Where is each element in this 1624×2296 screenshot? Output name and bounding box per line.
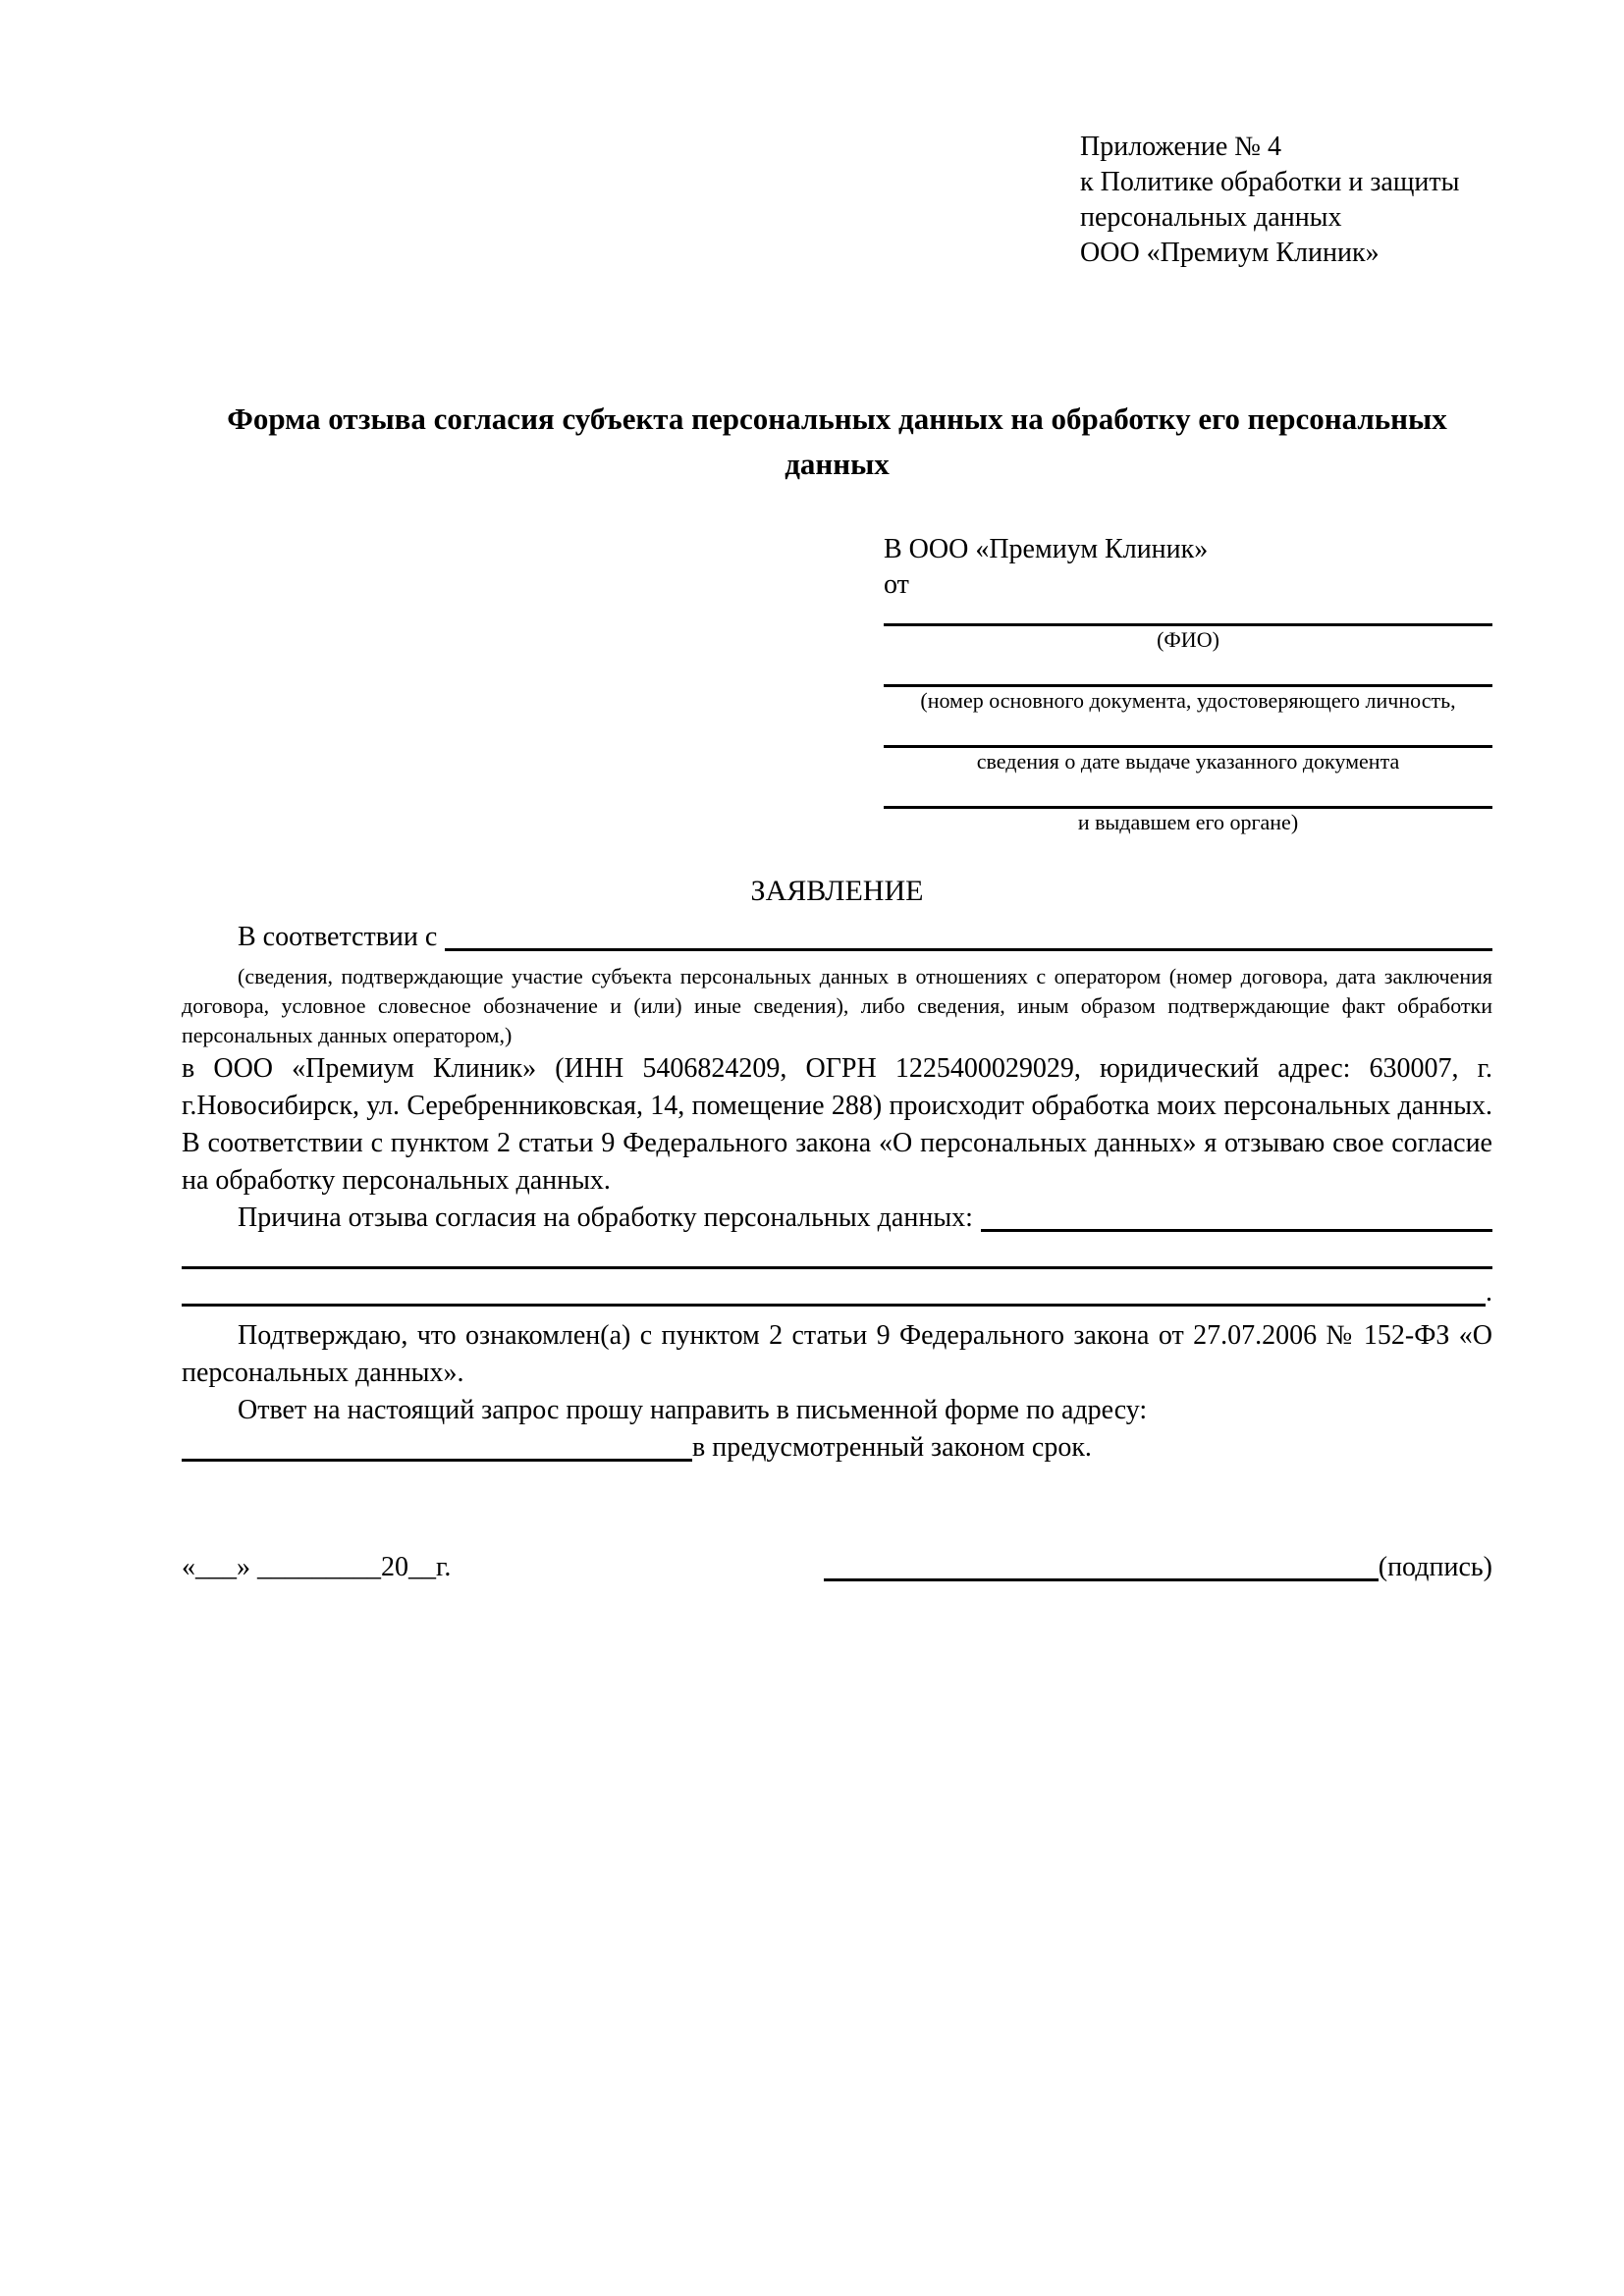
intro-blank-line xyxy=(445,948,1492,951)
signature-blank-line xyxy=(824,1578,1379,1581)
statement-heading: ЗАЯВЛЕНИЕ xyxy=(750,875,924,907)
reason-continuation-blank-line xyxy=(182,1266,1492,1269)
footer-row xyxy=(182,1549,1492,1586)
appendix-note xyxy=(1080,0,1492,271)
date-line: «___» _________20__г. xyxy=(182,1552,452,1582)
appendix-note-line: к Политике обработки и защиты xyxy=(1080,167,1460,197)
fio-caption: (ФИО) xyxy=(1157,627,1219,652)
reason-blank-line xyxy=(981,1229,1492,1232)
body-paragraph: в ООО «Премиум Клиник» (ИНН 5406824209, ОГРН 1225400029029, юридический адрес: 630007, г. г.Новосибирск, ул. Серебренниковская, 14, помещение 288) происходит обработка моих персональных данных. В соответствии с пунктом 2 статьи 9 Федерального закона «О персональных данных» я отзываю свое согласие на обработку персональных данных. xyxy=(182,1053,1492,1196)
reply-request-paragraph: Ответ на настоящий запрос прошу направить в письменной форме по адресу: xyxy=(238,1395,1148,1425)
reason-label: Причина отзыва согласия на обработку персональных данных: xyxy=(238,1202,973,1233)
document-number-blank-line xyxy=(884,654,1492,687)
appendix-note-line: Приложение № 4 xyxy=(1080,132,1281,162)
document-number-caption: (номер основного документа, удостоверяющего личность, xyxy=(920,688,1456,713)
appendix-note-line: персональных данных xyxy=(1080,202,1342,233)
fio-blank-line xyxy=(884,603,1492,626)
blank-line-period: . xyxy=(1486,1277,1492,1308)
reply-tail: в предусмотренный законом срок. xyxy=(692,1432,1092,1463)
issuing-authority-caption: и выдавшем его органе) xyxy=(1077,810,1299,834)
issuing-authority-blank-line xyxy=(884,775,1492,809)
confirmation-paragraph: Подтверждаю, что ознакомлен(а) с пунктом 2 статьи 9 Федерального закона от 27.07.2006 № 152-ФЗ «О персональных данных». xyxy=(182,1320,1492,1388)
signature-caption: (подпись) xyxy=(1378,1552,1492,1582)
issue-date-caption: сведения о дате выдаче указанного документа xyxy=(976,749,1400,774)
addressee-to: В ООО «Премиум Клиник» xyxy=(884,534,1209,564)
intro-line xyxy=(182,919,1492,956)
signature-group xyxy=(824,1549,1492,1586)
intro-note: (сведения, подтверждающие участие субъекта персональных данных в отношениях с оператором (номер договора, дата заключения договора, условное словесное обозначение и (или) иные сведения), либо сведения, иным образом подтверждающие факт обработки персональных данных оператором,) xyxy=(182,964,1492,1047)
reason-continuation-row xyxy=(182,1266,1492,1274)
reason-line xyxy=(182,1200,1492,1237)
intro-lead: В соответствии с xyxy=(238,922,438,952)
addressee-block xyxy=(884,532,1492,836)
document-title: Форма отзыва согласия субъекта персональных данных на обработку его персональных данных xyxy=(227,401,1447,481)
appendix-note-line: ООО «Премиум Клиник» xyxy=(1080,238,1380,268)
reply-address-blank-line xyxy=(182,1459,692,1462)
issue-date-blank-line xyxy=(884,715,1492,748)
reason-continuation-row xyxy=(182,1274,1492,1311)
reason-continuation-blank-line xyxy=(182,1304,1486,1307)
reply-address-row xyxy=(182,1429,1492,1467)
addressee-from-label: от xyxy=(884,569,909,600)
